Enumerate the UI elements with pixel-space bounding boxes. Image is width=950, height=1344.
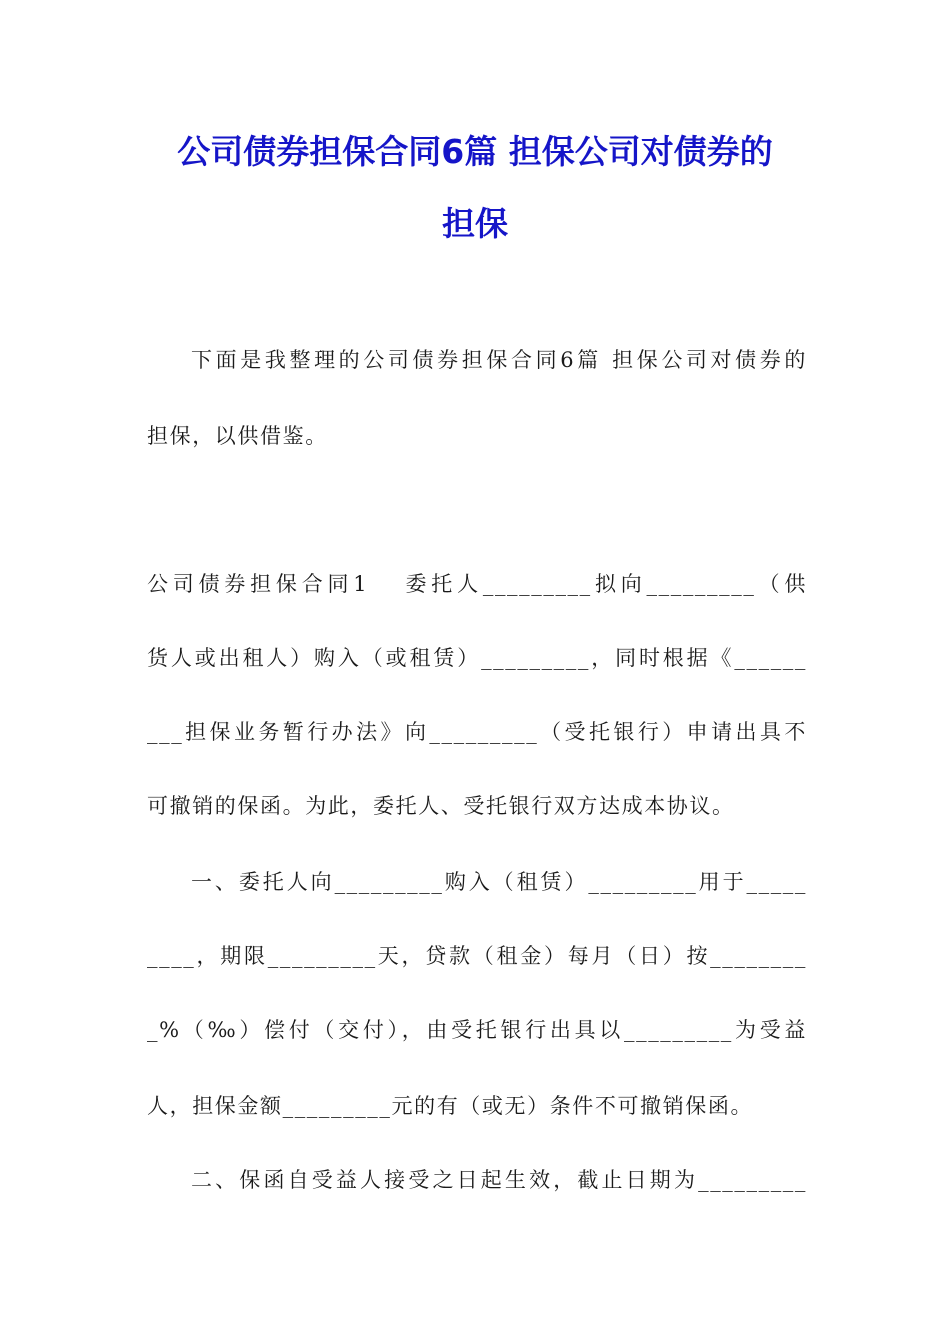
clause-1-line-2: ____，期限_________天，贷款（租金）每月（日）按________ bbox=[147, 944, 807, 968]
intro-paragraph-line-2: 担保，以供借鉴。 bbox=[147, 424, 328, 448]
document-title-line-2: 担保 bbox=[442, 204, 508, 243]
contract-1-line-4: 可撤销的保函。为此，委托人、受托银行双方达成本协议。 bbox=[147, 794, 735, 818]
intro-paragraph-line-1: 下面是我整理的公司债券担保合同6篇 担保公司对债券的 bbox=[191, 348, 807, 372]
contract-1-heading-line: 公司债券担保合同1 委托人_________拟向_________（供 bbox=[147, 572, 807, 596]
clause-1-line-1: 一、委托人向_________购入（租赁）_________用于_____ bbox=[191, 870, 807, 894]
document-title-line-1: 公司债券担保合同6篇 担保公司对债券的 bbox=[177, 132, 773, 171]
clause-2-line-1: 二、保函自受益人接受之日起生效，截止日期为_________ bbox=[191, 1168, 807, 1192]
contract-1-line-2: 货人或出租人）购入（或租赁）_________，同时根据《______ bbox=[147, 646, 807, 670]
clause-1-line-3: _%（‰）偿付（交付），由受托银行出具以_________为受益 bbox=[147, 1018, 807, 1042]
clause-1-line-4: 人，担保金额_________元的有（或无）条件不可撤销保函。 bbox=[147, 1094, 754, 1118]
contract-1-line-3: ___担保业务暂行办法》向_________（受托银行）申请出具不 bbox=[147, 720, 807, 744]
